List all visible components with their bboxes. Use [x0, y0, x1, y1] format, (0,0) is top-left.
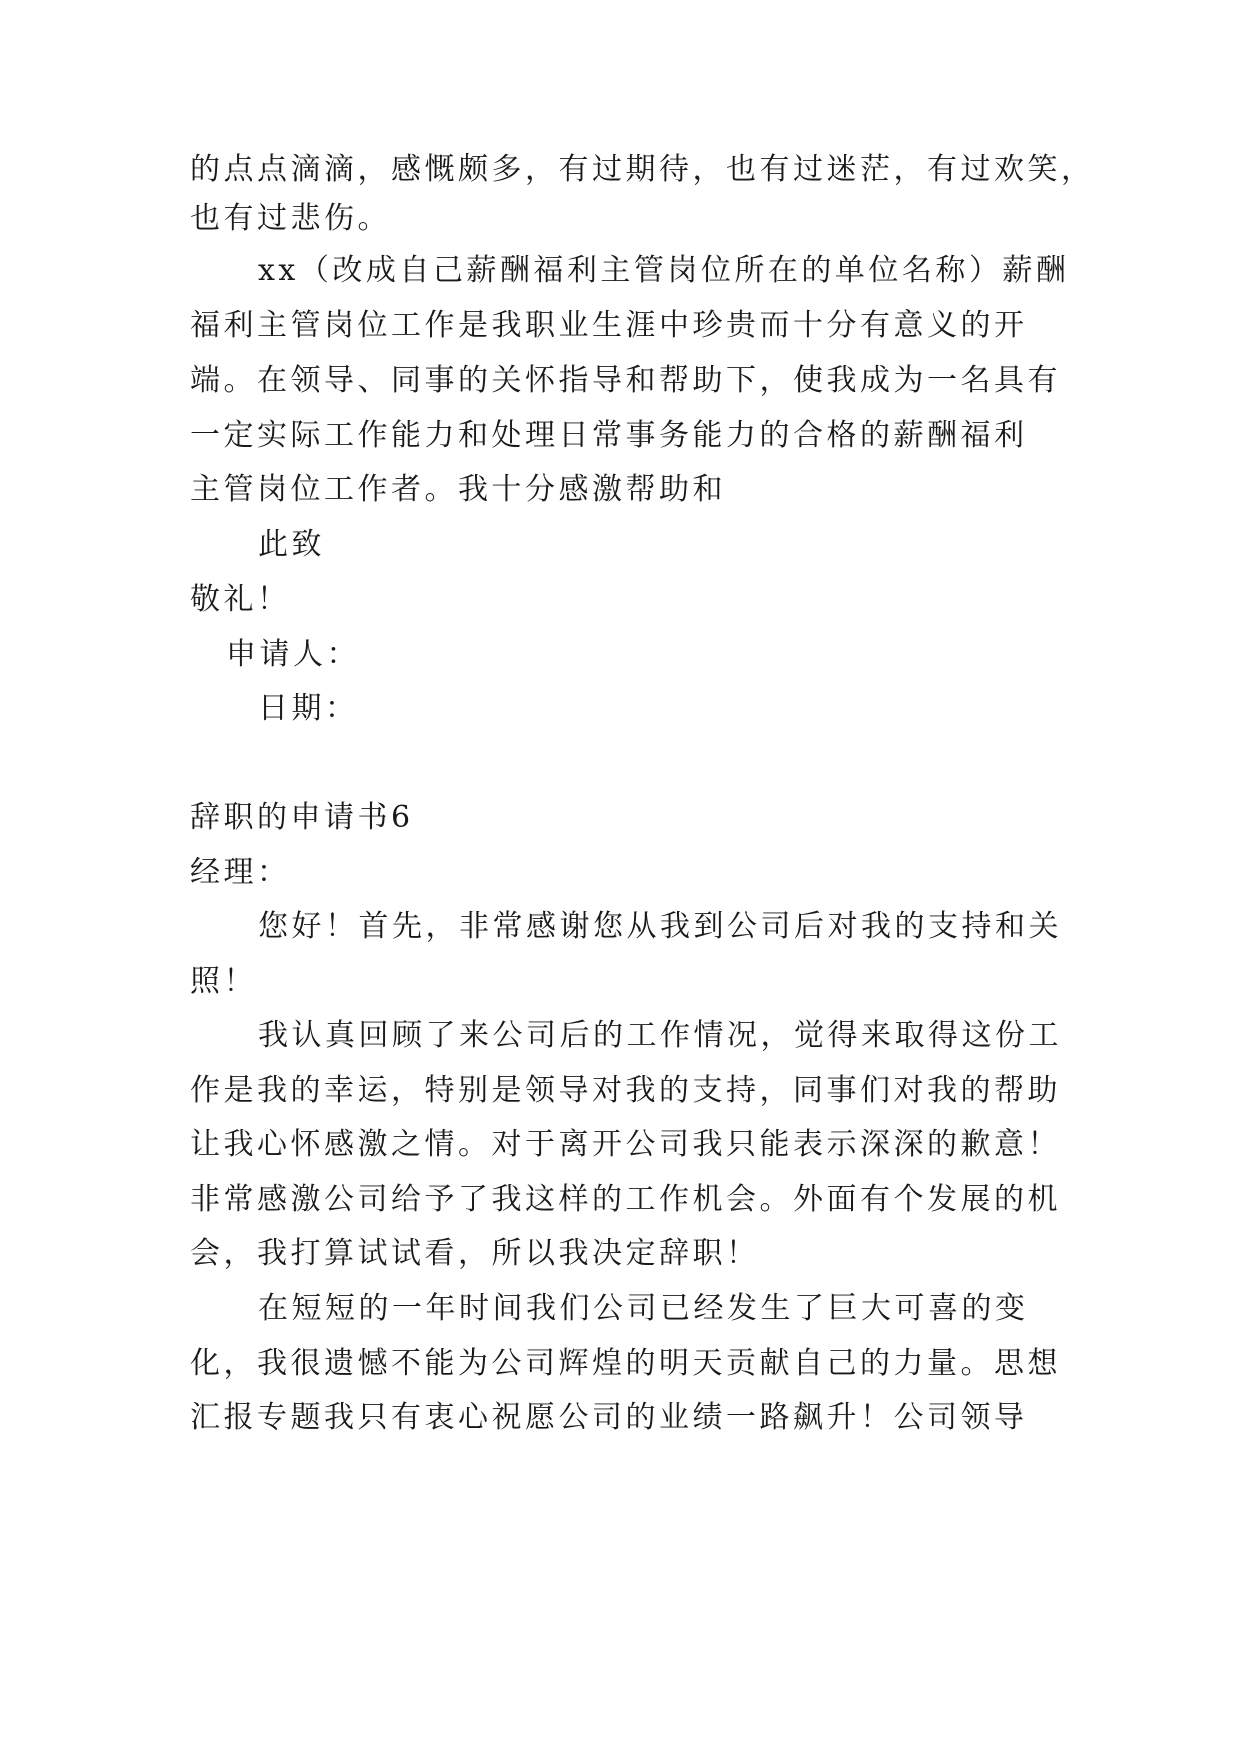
text-line: 作是我的幸运，特别是领导对我的支持，同事们对我的帮助 — [190, 1073, 1061, 1108]
text-line: 的点点滴滴，感慨颇多，有过期待，也有过迷茫，有过欢笑， — [190, 152, 1095, 187]
text-line: 汇报专题我只有衷心祝愿公司的业绩一路飙升！公司领导 — [190, 1400, 1028, 1435]
text-line: 端。在领导、同事的关怀指导和帮助下，使我成为一名具有 — [190, 363, 1061, 398]
text-line: xx（改成自己薪酬福利主管岗位所在的单位名称）薪酬 — [258, 253, 1070, 288]
text-line: 一定实际工作能力和处理日常事务能力的合格的薪酬福利 — [190, 418, 1028, 453]
text-line: 会，我打算试试看，所以我决定辞职！ — [190, 1236, 760, 1271]
text-line: 主管岗位工作者。我十分感激帮助和 — [190, 472, 726, 507]
section-title: 辞职的申请书6 — [190, 800, 414, 835]
text-line: 让我心怀感激之情。对于离开公司我只能表示深深的歉意！ — [190, 1127, 1061, 1162]
text-line: 化，我很遗憾不能为公司辉煌的明天贡献自己的力量。思想 — [190, 1346, 1061, 1381]
date-line: 日期： — [258, 691, 359, 726]
text-line: 也有过悲伤。 — [190, 201, 391, 236]
text-line: 您好！首先，非常感谢您从我到公司后对我的支持和关 — [258, 909, 1062, 944]
recipient-line: 经理： — [190, 855, 291, 890]
applicant-line: 申请人： — [226, 637, 360, 672]
closing-line: 此致 — [258, 527, 325, 562]
salutation-line: 敬礼！ — [190, 582, 291, 617]
text-line: 在短短的一年时间我们公司已经发生了巨大可喜的变 — [258, 1291, 1029, 1326]
text-line: 福利主管岗位工作是我职业生涯中珍贵而十分有意义的开 — [190, 308, 1028, 343]
text-line: 非常感激公司给予了我这样的工作机会。外面有个发展的机 — [190, 1182, 1061, 1217]
text-line: 照！ — [190, 964, 257, 999]
text-line: 我认真回顾了来公司后的工作情况，觉得来取得这份工 — [258, 1018, 1062, 1053]
